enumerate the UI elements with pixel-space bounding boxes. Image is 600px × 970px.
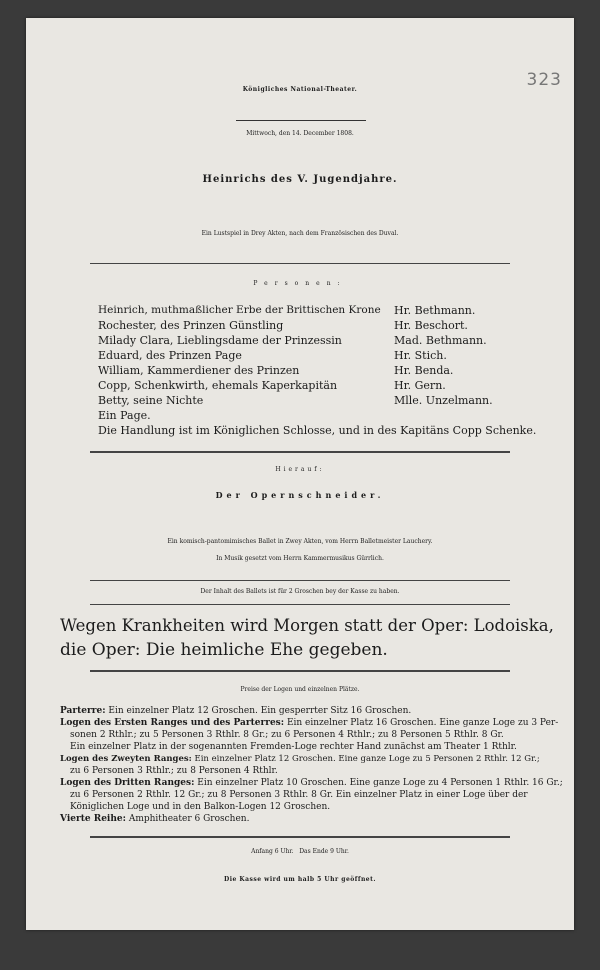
performance-times: Anfang 6 Uhr. Das Ende 9 Uhr. xyxy=(251,848,349,855)
cast-actor: Hr. Stich. xyxy=(394,349,447,362)
price-line xyxy=(60,706,548,717)
cast-row xyxy=(98,409,538,423)
price-details: Ein einzelner Platz 10 Groschen. Eine ganze Loge zu 4 Personen 1 Rthlr. 16 Gr.; xyxy=(194,778,563,788)
price-category: Parterre: xyxy=(60,706,106,716)
cast-actor: Mad. Bethmann. xyxy=(394,334,487,347)
ballet-subtitle: Ein komisch-pantomimisches Ballet in Zwey Akten, vom Herrn Balletmeister Lauchery. xyxy=(167,538,433,545)
section-divider xyxy=(90,604,510,605)
notice-line: die Oper: Die heimliche Ehe gegeben. xyxy=(60,640,388,660)
cast-actor: Hr. Gern. xyxy=(394,379,446,392)
section-divider xyxy=(90,451,510,453)
price-category: Logen des Ersten Ranges und des Parterres: xyxy=(60,718,285,728)
price-line xyxy=(60,778,563,789)
price-category: Vierte Reihe: xyxy=(60,814,126,824)
price-details: Amphitheater 6 Groschen. xyxy=(125,814,250,824)
notice-line: Wegen Krankheiten wird Morgen statt der Oper: Lodoiska, xyxy=(60,616,554,635)
price-line xyxy=(70,742,558,753)
price-category: Logen des Dritten Ranges: xyxy=(60,778,195,788)
price-line xyxy=(60,718,559,729)
cast-row xyxy=(98,379,538,393)
archive-number: 323 xyxy=(526,70,562,90)
performance-date: Mittwoch, den 14. December 1808. xyxy=(246,130,354,137)
cast-row xyxy=(98,364,538,378)
cast-actor: Hr. Beschort. xyxy=(394,319,468,332)
price-details: zu 6 Personen 2 Rthlr. 12 Gr.; zu 8 Personen 3 Rthlr. 8 Gr. Ein einzelner Platz in einer Loge über der xyxy=(70,790,528,800)
cast-role: William, Kammerdiener des Prinzen xyxy=(98,364,300,377)
playbill-sheet xyxy=(26,18,574,930)
header-rule xyxy=(236,120,366,121)
cast-role: Ein Page. xyxy=(98,409,151,422)
plot-note: Die Handlung ist im Königlichen Schlosse, und in des Kapitäns Copp Schenke. xyxy=(98,424,537,437)
box-office-opening: Die Kasse wird um halb 5 Uhr geöffnet. xyxy=(224,876,376,883)
cast-heading: Personen: xyxy=(253,280,347,287)
section-divider xyxy=(90,263,510,264)
price-line xyxy=(70,790,558,801)
ballet-intro: Hierauf: xyxy=(275,466,325,473)
cast-row xyxy=(98,319,538,333)
cast-row xyxy=(98,349,538,363)
price-details: sonen 2 Rthlr.; zu 5 Personen 3 Rthlr. 8 Gr.; zu 6 Personen 4 Rthlr.; zu 8 Personen 5 Rthlr. 8 Gr. xyxy=(70,730,504,740)
cast-row xyxy=(98,334,538,348)
cast-actor: Hr. Benda. xyxy=(394,364,454,377)
cast-row xyxy=(98,394,538,408)
cast-role: Rochester, des Prinzen Günstling xyxy=(98,319,284,332)
cast-role: Eduard, des Prinzen Page xyxy=(98,349,242,362)
section-divider xyxy=(90,670,510,672)
main-play-subtitle: Ein Lustspiel in Drey Akten, nach dem Französischen des Duval. xyxy=(201,230,399,237)
cast-role: Milady Clara, Lieblingsdame der Prinzessin xyxy=(98,334,342,347)
price-line xyxy=(60,754,548,765)
price-details: Königlichen Loge und in den Balkon-Logen 12 Groschen. xyxy=(70,802,331,812)
section-divider xyxy=(90,836,510,838)
price-details: Ein einzelner Platz 12 Groschen. Ein gesperrter Sitz 16 Groschen. xyxy=(105,706,412,716)
price-line xyxy=(70,802,558,813)
ballet-synopsis-price: Der Inhalt des Ballets ist für 2 Groschen bey der Kasse zu haben. xyxy=(200,588,400,595)
prices-heading: Preise der Logen und einzelnen Plätze. xyxy=(240,686,360,693)
price-category: Logen des Zweyten Ranges: xyxy=(60,754,192,764)
price-line xyxy=(70,766,558,777)
theatre-name: Königliches National-Theater. xyxy=(242,86,358,93)
cast-role: Betty, seine Nichte xyxy=(98,394,204,407)
cast-role: Copp, Schenkwirth, ehemals Kaperkapitän xyxy=(98,379,338,392)
price-details: Ein einzelner Platz in der sogenannten Fremden-Loge rechter Hand zunächst am Theater 1 Rthlr. xyxy=(70,742,517,752)
price-line xyxy=(70,730,558,741)
ballet-title: Der Opernschneider. xyxy=(215,490,385,500)
price-details: Ein einzelner Platz 16 Groschen. Eine ganze Loge zu 3 Per- xyxy=(284,718,559,728)
section-divider xyxy=(90,580,510,581)
main-play-title: Heinrichs des V. Jugendjahre. xyxy=(202,174,398,185)
cast-actor: Mlle. Unzelmann. xyxy=(394,394,493,407)
cast-row xyxy=(98,304,538,318)
cast-actor: Hr. Bethmann. xyxy=(394,304,476,317)
ballet-composer: In Musik gesetzt vom Herrn Kammermusikus Gürrlich. xyxy=(216,555,384,562)
price-line xyxy=(60,814,548,825)
price-details: Ein einzelner Platz 12 Groschen. Eine ganze Loge zu 5 Personen 2 Rthlr. 12 Gr.; xyxy=(191,754,540,764)
price-details: zu 6 Personen 3 Rthlr.; zu 8 Personen 4 Rthlr. xyxy=(70,766,278,776)
cast-role: Heinrich, muthmaßlicher Erbe der Brittischen Krone xyxy=(98,304,381,316)
